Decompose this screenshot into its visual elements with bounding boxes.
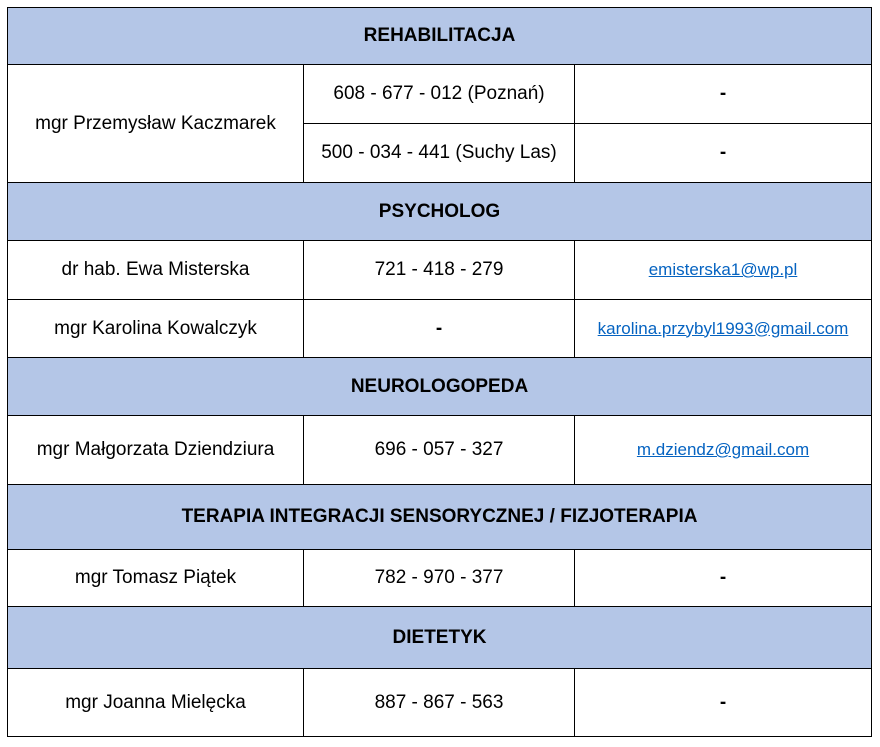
email-link[interactable]: karolina.przybyl1993@gmail.com xyxy=(597,318,849,338)
contact-phone: 608 - 677 - 012 (Poznań) xyxy=(304,65,575,124)
contact-email-empty: - xyxy=(575,550,872,607)
section-title-psycholog: PSYCHOLOG xyxy=(8,183,872,241)
contact-phone: 500 - 034 - 441 (Suchy Las) xyxy=(304,124,575,183)
contact-email-cell xyxy=(575,416,872,485)
contact-name: mgr Przemysław Kaczmarek xyxy=(8,65,304,183)
email-link[interactable]: emisterska1@wp.pl xyxy=(648,260,798,279)
section-header-row xyxy=(8,607,872,669)
table-row xyxy=(8,669,872,737)
contact-phone: 696 - 057 - 327 xyxy=(304,416,575,485)
contact-name: mgr Karolina Kowalczyk xyxy=(8,300,304,358)
contact-phone: 782 - 970 - 377 xyxy=(304,550,575,607)
table-row xyxy=(8,241,872,300)
table-row xyxy=(8,550,872,607)
section-title-terapia: TERAPIA INTEGRACJI SENSORYCZNEJ / FIZJOTERAPIA xyxy=(8,485,872,550)
contact-email-empty: - xyxy=(575,124,872,183)
contact-name: mgr Małgorzata Dziendziura xyxy=(8,416,304,485)
email-link[interactable]: m.dziendz@gmail.com xyxy=(636,440,810,459)
contacts-table xyxy=(7,7,872,737)
contact-phone: 721 - 418 - 279 xyxy=(304,241,575,300)
contact-name: mgr Joanna Mielęcka xyxy=(8,669,304,737)
contact-name: dr hab. Ewa Misterska xyxy=(8,241,304,300)
section-title-dietetyk: DIETETYK xyxy=(8,607,872,669)
contact-phone-empty: - xyxy=(304,300,575,358)
table-row xyxy=(8,65,872,124)
contact-email-cell xyxy=(575,300,872,358)
table-row xyxy=(8,416,872,485)
contact-name: mgr Tomasz Piątek xyxy=(8,550,304,607)
section-title-rehabilitacja: REHABILITACJA xyxy=(8,8,872,65)
section-title-neurologopeda: NEUROLOGOPEDA xyxy=(8,358,872,416)
section-header-row xyxy=(8,8,872,65)
table-row xyxy=(8,300,872,358)
contact-phone: 887 - 867 - 563 xyxy=(304,669,575,737)
section-header-row xyxy=(8,183,872,241)
contact-email-empty: - xyxy=(575,65,872,124)
contact-email-cell xyxy=(575,241,872,300)
contact-email-empty: - xyxy=(575,669,872,737)
section-header-row xyxy=(8,485,872,550)
section-header-row xyxy=(8,358,872,416)
